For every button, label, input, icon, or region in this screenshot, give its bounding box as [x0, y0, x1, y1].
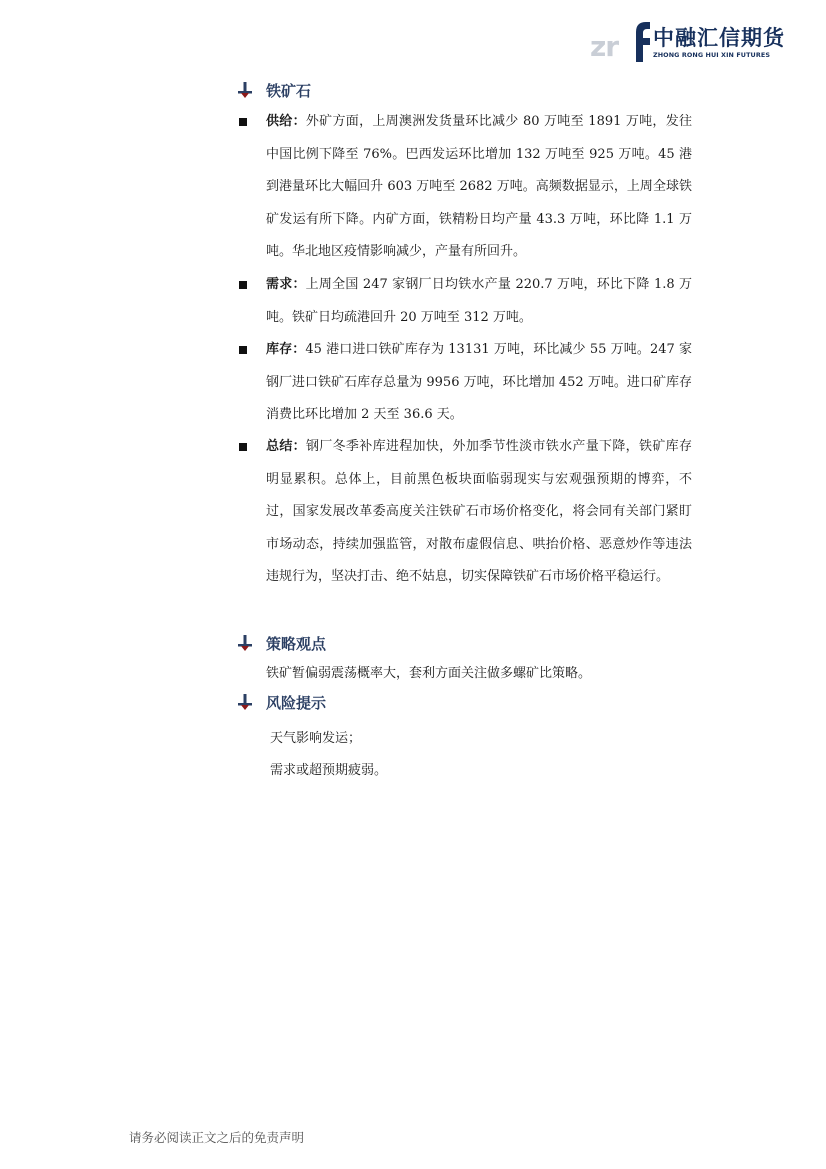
summary-label: 总结：	[266, 439, 306, 454]
company-logo	[590, 18, 785, 66]
zrf-logo-mark-icon	[590, 18, 652, 64]
section-title: 风险提示	[266, 693, 327, 712]
company-name-cn: 中融汇信期货	[653, 26, 785, 50]
svg-text:zr: zr	[590, 30, 619, 63]
down-arrow-bullet-icon	[238, 694, 252, 710]
disclaimer-footer: 请务必阅读正文之后的免责声明	[129, 1130, 305, 1145]
inventory-paragraph	[266, 334, 692, 432]
square-bullet-icon	[239, 281, 247, 289]
summary-paragraph	[266, 431, 692, 594]
section-heading-risk	[238, 690, 326, 714]
supply-text: 外矿方面，上周澳洲发货量环比减少 80 万吨至 1891 万吨，发往中国比例下降至 76%。巴西发运环比增加 132 万吨至 925 万吨。45 港到港量环比大幅回升 603 万吨至 2682 万吨。高频数据显示，上周全球铁矿发运有所下降。内矿方面，铁精粉日均产量 43.3 万吨，环比降 1.1 万吨。华北地区疫情影响减少，产量有所回升。	[266, 114, 692, 260]
section-title: 策略观点	[266, 634, 327, 653]
summary-text: 钢厂冬季补库进程加快，外加季节性淡市铁水产量下降，铁矿库存明显累积。总体上，目前黑色板块面临弱现实与宏观强预期的博弈，不过，国家发展改革委高度关注铁矿石市场价格变化，将会同有关部门紧盯市场动态，持续加强监管，对散布虚假信息、哄抬价格、恶意炒作等违法违规行为，坚决打击、绝不姑息，切实保障铁矿石市场价格平稳运行。	[266, 439, 692, 585]
demand-paragraph	[266, 269, 692, 334]
demand-text: 上周全国 247 家钢厂日均铁水产量 220.7 万吨，环比下降 1.8 万吨。铁矿日均疏港回升 20 万吨至 312 万吨。	[266, 277, 692, 325]
inventory-text: 45 港口进口铁矿库存为 13131 万吨，环比减少 55 万吨。247 家钢厂进口铁矿石库存总量为 9956 万吨，环比增加 452 万吨。进口矿库存消费比环比增加 2 天至 36.6 天。	[266, 342, 692, 423]
down-arrow-bullet-icon	[238, 635, 252, 651]
supply-paragraph	[266, 106, 692, 269]
company-name-en: ZHONG RONG HUI XIN FUTURES	[653, 51, 771, 59]
supply-label: 供给：	[266, 114, 306, 129]
risk-item: 需求或超预期疲弱。	[270, 763, 388, 778]
square-bullet-icon	[239, 118, 247, 126]
section-heading-iron-ore	[238, 78, 311, 102]
section-heading-strategy	[238, 631, 326, 655]
demand-label: 需求：	[266, 277, 306, 292]
risk-item: 天气影响发运；	[270, 731, 362, 746]
down-arrow-bullet-icon	[238, 82, 252, 98]
section-title: 铁矿石	[266, 81, 312, 100]
inventory-label: 库存：	[266, 342, 306, 357]
square-bullet-icon	[239, 443, 247, 451]
strategy-text: 铁矿暂偏弱震荡概率大，套利方面关注做多螺矿比策略。	[266, 666, 592, 681]
square-bullet-icon	[239, 346, 247, 354]
